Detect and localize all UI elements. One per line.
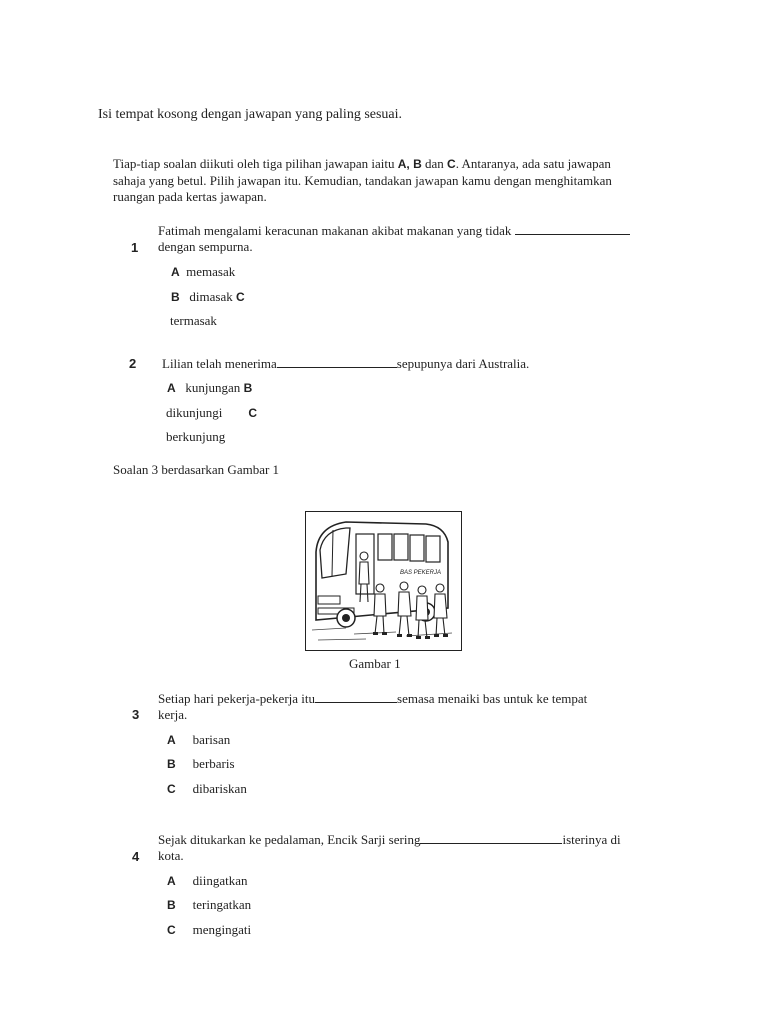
option-letter: B xyxy=(167,757,176,771)
option-letter: C xyxy=(236,290,245,304)
question-text: Fatimah mengalami keracunan makanan akibat makanan yang tidak xyxy=(158,223,515,238)
option-text: berbaris xyxy=(192,756,235,771)
question-text: semasa menaiki bas untuk ke tempat xyxy=(397,691,588,706)
question-3-line-2: kerja. xyxy=(158,707,188,722)
question-number: 2 xyxy=(129,356,137,371)
option-row xyxy=(167,897,251,913)
option-text: termasak xyxy=(170,313,217,328)
option-text: mengingati xyxy=(192,922,252,937)
question-number: 1 xyxy=(131,240,139,255)
answer-blank xyxy=(315,691,397,703)
option-letter: A xyxy=(167,874,176,888)
option-row xyxy=(167,756,235,772)
option-text: dikunjungi xyxy=(166,405,223,420)
option-row xyxy=(167,781,247,797)
option-text: kunjungan xyxy=(185,380,241,395)
figure-frame xyxy=(305,511,462,651)
option-row xyxy=(171,264,235,280)
option-letter: B xyxy=(171,290,180,304)
answer-blank xyxy=(277,356,397,368)
section-note: Soalan 3 berdasarkan Gambar 1 xyxy=(113,462,280,477)
option-letter: C xyxy=(248,406,258,420)
option-row xyxy=(166,405,257,421)
intro-text: . Antaranya, ada satu jawapan xyxy=(455,156,611,171)
option-text: dibariskan xyxy=(192,781,247,796)
option-letter: C xyxy=(167,782,176,796)
option-text: berkunjung xyxy=(166,429,226,444)
option-letter: A xyxy=(167,381,176,395)
question-4-line-1 xyxy=(158,832,621,848)
question-4-line-2: kota. xyxy=(158,848,184,863)
intro-bold-c: C xyxy=(447,157,456,171)
question-text: Setiap hari pekerja-pekerja itu xyxy=(158,691,316,706)
option-row xyxy=(171,289,245,305)
intro-line-1 xyxy=(113,156,611,172)
intro-line-3: ruangan pada kertas jawapan. xyxy=(113,189,267,204)
bus-illustration-icon xyxy=(306,512,460,649)
option-letter: A xyxy=(171,265,180,279)
intro-bold-ab: A, B xyxy=(397,157,422,171)
question-text: sepupunya dari Australia. xyxy=(396,356,530,371)
option-row xyxy=(167,873,248,889)
option-row xyxy=(167,922,251,938)
question-text: Sejak ditukarkan ke pedalaman, Encik Sarji sering xyxy=(158,832,421,847)
option-text: memasak xyxy=(186,264,236,279)
intro-text: Tiap-tiap soalan diikuti oleh tiga pilihan jawapan iaitu xyxy=(113,156,398,171)
intro-line-2: sahaja yang betul. Pilih jawapan itu. Kemudian, tandakan jawapan kamu dengan menghitamkan xyxy=(113,173,612,188)
question-1-line-1 xyxy=(158,223,630,239)
option-letter: A xyxy=(167,733,176,747)
option-row xyxy=(167,380,252,396)
intro-text: dan xyxy=(421,156,448,171)
question-text: isterinya di xyxy=(562,832,621,847)
figure-caption: Gambar 1 xyxy=(349,656,401,671)
option-text: diingatkan xyxy=(192,873,248,888)
instruction: Isi tempat kosong dengan jawapan yang paling sesuai. xyxy=(98,107,403,122)
option-row xyxy=(167,732,230,748)
question-number: 3 xyxy=(132,707,140,722)
question-number: 4 xyxy=(132,849,140,864)
option-letter: C xyxy=(167,923,176,937)
option-text: dimasak xyxy=(189,289,233,304)
question-text: Lilian telah menerima xyxy=(162,356,277,371)
option-letter: B xyxy=(243,381,253,395)
answer-blank xyxy=(515,223,630,235)
option-letter: B xyxy=(167,898,176,912)
answer-blank xyxy=(420,832,562,844)
question-3-line-1 xyxy=(158,691,587,707)
question-2-line-1 xyxy=(162,356,529,372)
option-text: barisan xyxy=(192,732,231,747)
bus-sign: BAS PEKERJA xyxy=(400,570,442,576)
question-1-line-2: dengan sempurna. xyxy=(158,239,253,254)
option-text: teringatkan xyxy=(192,897,252,912)
